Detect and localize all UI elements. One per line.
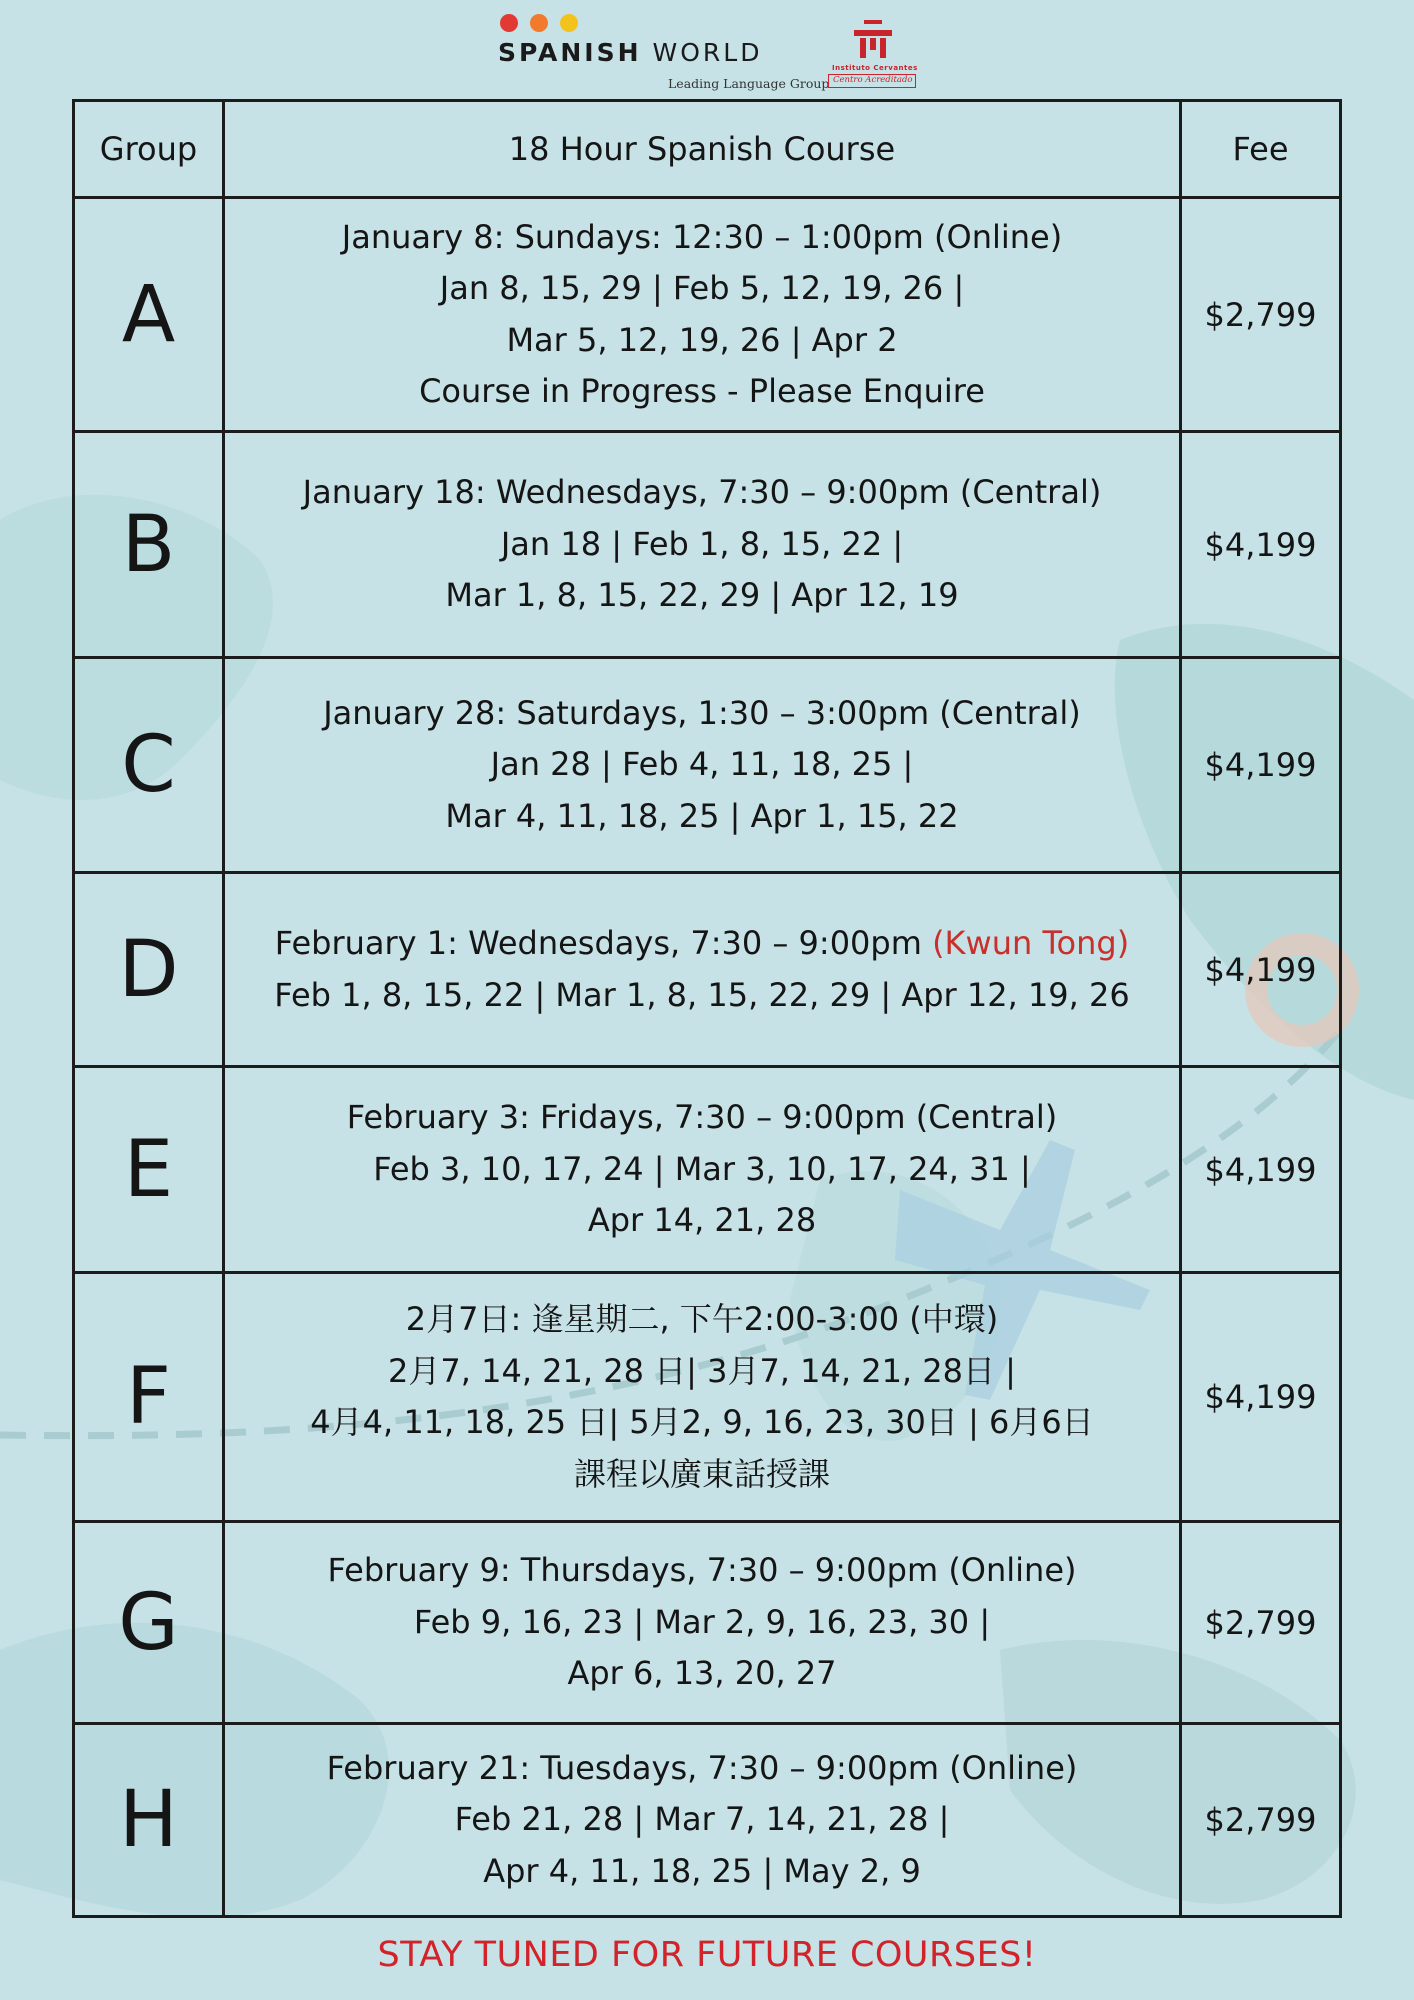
table-row-group-h xyxy=(74,1724,1341,1917)
partner-badge xyxy=(828,74,916,88)
course-details xyxy=(224,658,1181,873)
group-cell xyxy=(74,1067,224,1273)
group-letter: F xyxy=(126,1352,171,1442)
table-row-group-b xyxy=(74,432,1341,658)
group-letter: G xyxy=(118,1577,179,1668)
logo-dot-red xyxy=(500,14,518,32)
fee-cell: $4,199 xyxy=(1181,658,1341,873)
fee-cell: $4,199 xyxy=(1181,1067,1341,1273)
table-row-group-a xyxy=(74,198,1341,432)
course-start-line: 2月7日: 逢星期二, 下午2:00-3:00 (中環) xyxy=(405,1300,999,1338)
course-location-highlight: (Kwun Tong) xyxy=(932,924,1130,962)
course-details xyxy=(224,432,1181,658)
course-dates-line: Feb 21, 28 | Mar 7, 14, 21, 28 | xyxy=(454,1800,950,1839)
group-cell xyxy=(74,1724,224,1917)
course-note-line: 課程以廣東話授課 xyxy=(573,1454,830,1493)
course-dates-line: 2月7, 14, 21, 28 日| 3月7, 14, 21, 28日 | xyxy=(388,1351,1016,1390)
course-dates-line: Apr 4, 11, 18, 25 | May 2, 9 xyxy=(483,1851,921,1890)
course-dates-line: Jan 18 | Feb 1, 8, 15, 22 | xyxy=(500,524,904,563)
fee-cell: $4,199 xyxy=(1181,1273,1341,1522)
instituto-cervantes-logo xyxy=(828,12,918,88)
header xyxy=(0,0,1414,100)
course-start-line: January 28: Saturdays, 1:30 – 3:00pm (Central) xyxy=(323,693,1081,732)
course-start-line: January 18: Wednesdays, 7:30 – 9:00pm (Central) xyxy=(302,473,1102,512)
course-details xyxy=(224,1067,1181,1273)
course-details xyxy=(224,1724,1181,1917)
course-dates-line: Mar 4, 11, 18, 25 | Apr 1, 15, 22 xyxy=(445,796,959,835)
course-details xyxy=(224,198,1181,432)
logo-dot-orange xyxy=(530,14,548,32)
brand-tagline: Leading Language Group xyxy=(668,76,830,91)
course-dates-line: Jan 8, 15, 29 | Feb 5, 12, 19, 26 | xyxy=(439,269,965,307)
group-letter: D xyxy=(118,924,179,1015)
group-cell xyxy=(74,873,224,1067)
fee-cell: $2,799 xyxy=(1181,1724,1341,1917)
group-letter: E xyxy=(123,1124,174,1215)
table-header-row xyxy=(74,101,1341,198)
fee-cell: $4,199 xyxy=(1181,432,1341,658)
course-start-line: February 3: Fridays, 7:30 – 9:00pm (Central) xyxy=(346,1098,1058,1137)
header-group: Group xyxy=(74,101,224,198)
spanish-world-logo xyxy=(498,12,828,90)
course-dates-line: Feb 3, 10, 17, 24 | Mar 3, 10, 17, 24, 31 | xyxy=(373,1149,1031,1188)
course-schedule-table xyxy=(72,99,1342,1918)
table-row-group-e xyxy=(74,1067,1341,1273)
table-row-group-g xyxy=(74,1522,1341,1724)
course-dates-line: 4月4, 11, 18, 25 日| 5月2, 9, 16, 23, 30日 | 6月6日 xyxy=(310,1403,1094,1441)
fee-cell: $4,199 xyxy=(1181,873,1341,1067)
table-row-group-d xyxy=(74,873,1341,1067)
footer-announcement: STAY TUNED FOR FUTURE COURSES! xyxy=(377,1935,1037,1975)
brand-name: SPANISH WORLD xyxy=(498,38,763,67)
logo-dot-yellow xyxy=(560,14,578,32)
group-cell xyxy=(74,432,224,658)
group-cell xyxy=(74,1522,224,1724)
course-dates-line: Mar 1, 8, 15, 22, 29 | Apr 12, 19 xyxy=(445,576,959,615)
partner-accreditation: Centro Acreditado xyxy=(833,75,913,85)
course-details xyxy=(224,1273,1181,1522)
group-letter: B xyxy=(121,499,176,590)
course-dates-line: Feb 1, 8, 15, 22 | Mar 1, 8, 15, 22, 29 | Apr 12, 19, 26 xyxy=(274,975,1130,1014)
header-fee: Fee xyxy=(1181,101,1341,198)
fee-cell: $2,799 xyxy=(1181,1522,1341,1724)
table-row-group-f xyxy=(74,1273,1341,1522)
cervantes-emblem-icon xyxy=(850,16,896,62)
group-letter: C xyxy=(121,720,176,810)
course-start-line: February 9: Thursdays, 7:30 – 9:00pm (Online) xyxy=(327,1551,1077,1590)
header-course: 18 Hour Spanish Course xyxy=(224,101,1181,198)
course-start-main: February 1: Wednesdays, 7:30 – 9:00pm xyxy=(274,924,933,962)
partner-name: Instituto Cervantes xyxy=(832,64,918,72)
course-details xyxy=(224,1522,1181,1724)
group-letter: A xyxy=(121,269,176,360)
course-details xyxy=(224,873,1181,1067)
course-start-line: February 21: Tuesdays, 7:30 – 9:00pm (Online) xyxy=(326,1748,1078,1787)
group-cell xyxy=(74,658,224,873)
course-dates-line: Apr 14, 21, 28 xyxy=(587,1201,817,1240)
table-row-group-c xyxy=(74,658,1341,873)
course-dates-line: Feb 9, 16, 23 | Mar 2, 9, 16, 23, 30 | xyxy=(413,1602,991,1641)
group-cell xyxy=(74,1273,224,1522)
course-note-line: Course in Progress - Please Enquire xyxy=(419,372,985,410)
group-letter: H xyxy=(119,1775,178,1865)
group-cell xyxy=(74,198,224,432)
course-dates-line: Mar 5, 12, 19, 26 | Apr 2 xyxy=(506,320,898,359)
course-dates-line: Apr 6, 13, 20, 27 xyxy=(567,1654,837,1693)
course-start-line: January 8: Sundays: 12:30 – 1:00pm (Online) xyxy=(341,217,1063,256)
course-start-line xyxy=(225,918,1179,970)
course-dates-line: Jan 28 | Feb 4, 11, 18, 25 | xyxy=(490,745,914,784)
fee-cell: $2,799 xyxy=(1181,198,1341,432)
